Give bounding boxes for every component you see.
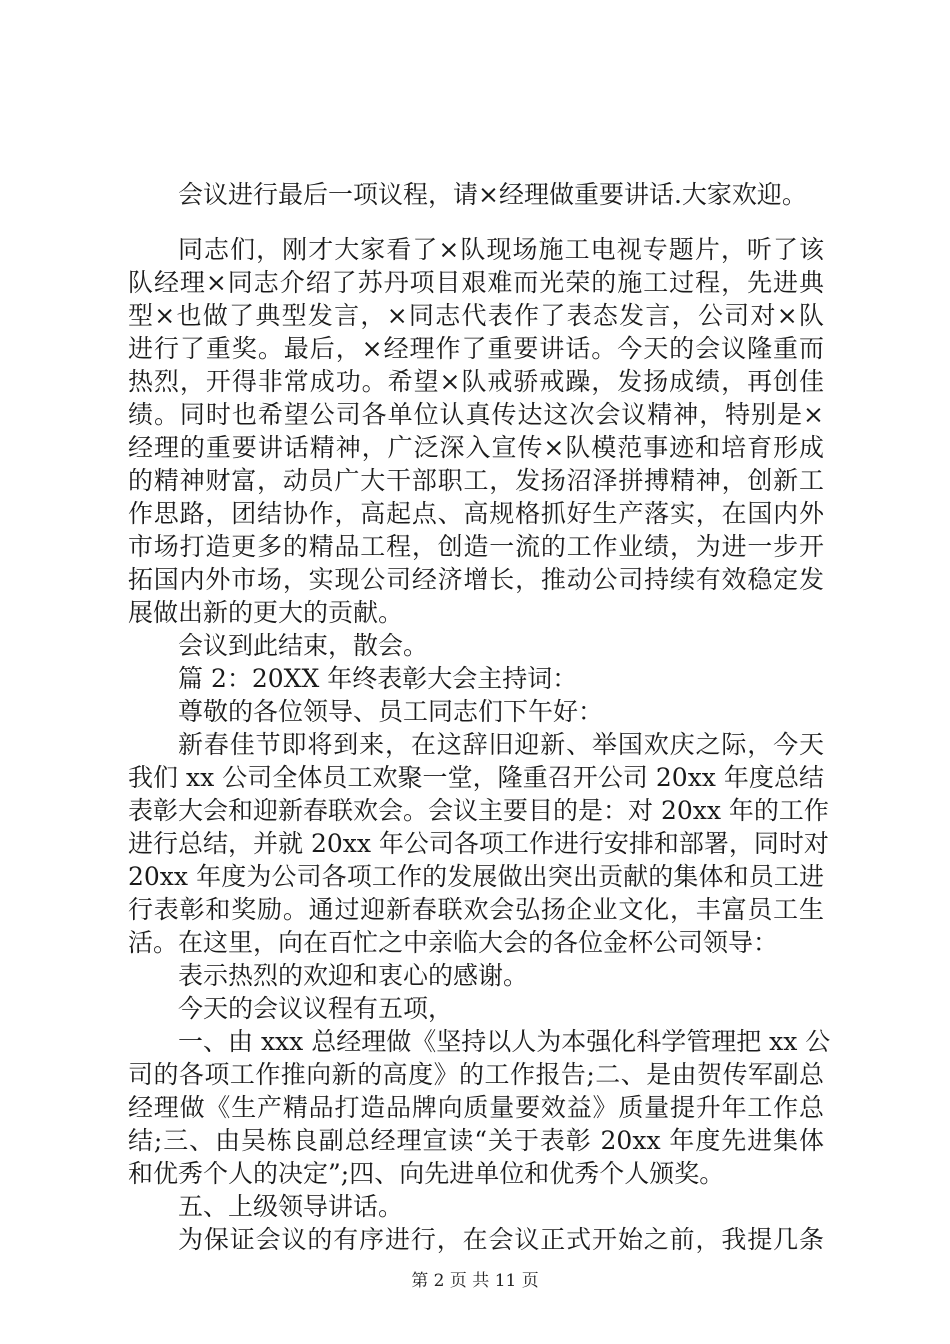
body-line: 活。在这里，向在百忙之中亲临大会的各位金杯公司领导： — [128, 928, 779, 957]
body-line: 一、由 xxx 总经理做《坚持以人为本强化科学管理把 xx 公 — [178, 1027, 831, 1056]
body-line: 司的各项工作推向新的高度》的工作报告;二、是由贺传军副总 — [128, 1060, 824, 1089]
body-line: 展做出新的更大的贡献。 — [128, 598, 404, 627]
body-line: 今天的会议议程有五项， — [178, 994, 454, 1023]
body-line: 型×也做了典型发言，×同志代表作了表态发言，公司对×队 — [128, 301, 824, 330]
body-line: 和优秀个人的决定”;四、向先进单位和优秀个人颁奖。 — [128, 1159, 725, 1188]
body-line: 热烈，开得非常成功。希望×队戒骄戒躁，发扬成绩，再创佳 — [128, 367, 824, 396]
body-line: 经理的重要讲话精神，广泛深入宣传×队模范事迹和培育形成 — [128, 433, 824, 462]
body-line: 尊敬的各位领导、员工同志们下午好： — [178, 697, 604, 726]
body-line: 的精神财富，动员广大干部职工，发扬沼泽拼搏精神，创新工 — [128, 466, 824, 495]
body-line: 市场打造更多的精品工程，创造一流的工作业绩，为进一步开 — [128, 532, 824, 561]
page-number-footer: 第 2 页 共 11 页 — [411, 1271, 539, 1291]
body-line: 20xx 年度为公司各项工作的发展做出突出贡献的集体和员工进 — [128, 862, 824, 891]
body-line: 为保证会议的有序进行，在会议正式开始之前，我提几条 — [178, 1225, 824, 1254]
body-line: 作思路，团结协作，高起点、高规格抓好生产落实，在国内外 — [128, 499, 824, 528]
body-line: 五、上级领导讲话。 — [178, 1192, 404, 1221]
body-line: 绩。同时也希望公司各单位认真传达这次会议精神，特别是× — [128, 400, 824, 429]
body-line: 队经理×同志介绍了苏丹项目艰难而光荣的施工过程，先进典 — [128, 268, 824, 297]
body-line: 进行了重奖。最后，×经理作了重要讲话。今天的会议隆重而 — [128, 334, 824, 363]
body-line: 会议到此结束，散会。 — [178, 631, 429, 660]
body-line: 进行总结，并就 20xx 年公司各项工作进行安排和部署，同时对 — [128, 829, 829, 858]
body-line: 行表彰和奖励。通过迎新春联欢会弘扬企业文化，丰富员工生 — [128, 895, 824, 924]
body-line: 同志们，刚才大家看了×队现场施工电视专题片，听了该 — [178, 235, 824, 264]
body-line: 表示热烈的欢迎和衷心的感谢。 — [178, 961, 529, 990]
body-line: 拓国内外市场，实现公司经济增长，推动公司持续有效稳定发 — [128, 565, 824, 594]
body-line: 表彰大会和迎新春联欢会。会议主要目的是：对 20xx 年的工作 — [128, 796, 829, 825]
section-heading: 篇 2：20XX 年终表彰大会主持词： — [178, 664, 578, 693]
body-line: 会议进行最后一项议程，请×经理做重要讲话.大家欢迎。 — [178, 180, 807, 209]
body-line: 经理做《生产精品打造品牌向质量要效益》质量提升年工作总 — [128, 1093, 824, 1122]
body-line: 我们 xx 公司全体员工欢聚一堂，隆重召开公司 20xx 年度总结 — [128, 763, 824, 792]
body-line: 结;三、由吴栋良副总经理宣读“关于表彰 20xx 年度先进集体 — [128, 1126, 824, 1155]
body-line: 新春佳节即将到来，在这辞旧迎新、举国欢庆之际，今天 — [178, 730, 824, 759]
